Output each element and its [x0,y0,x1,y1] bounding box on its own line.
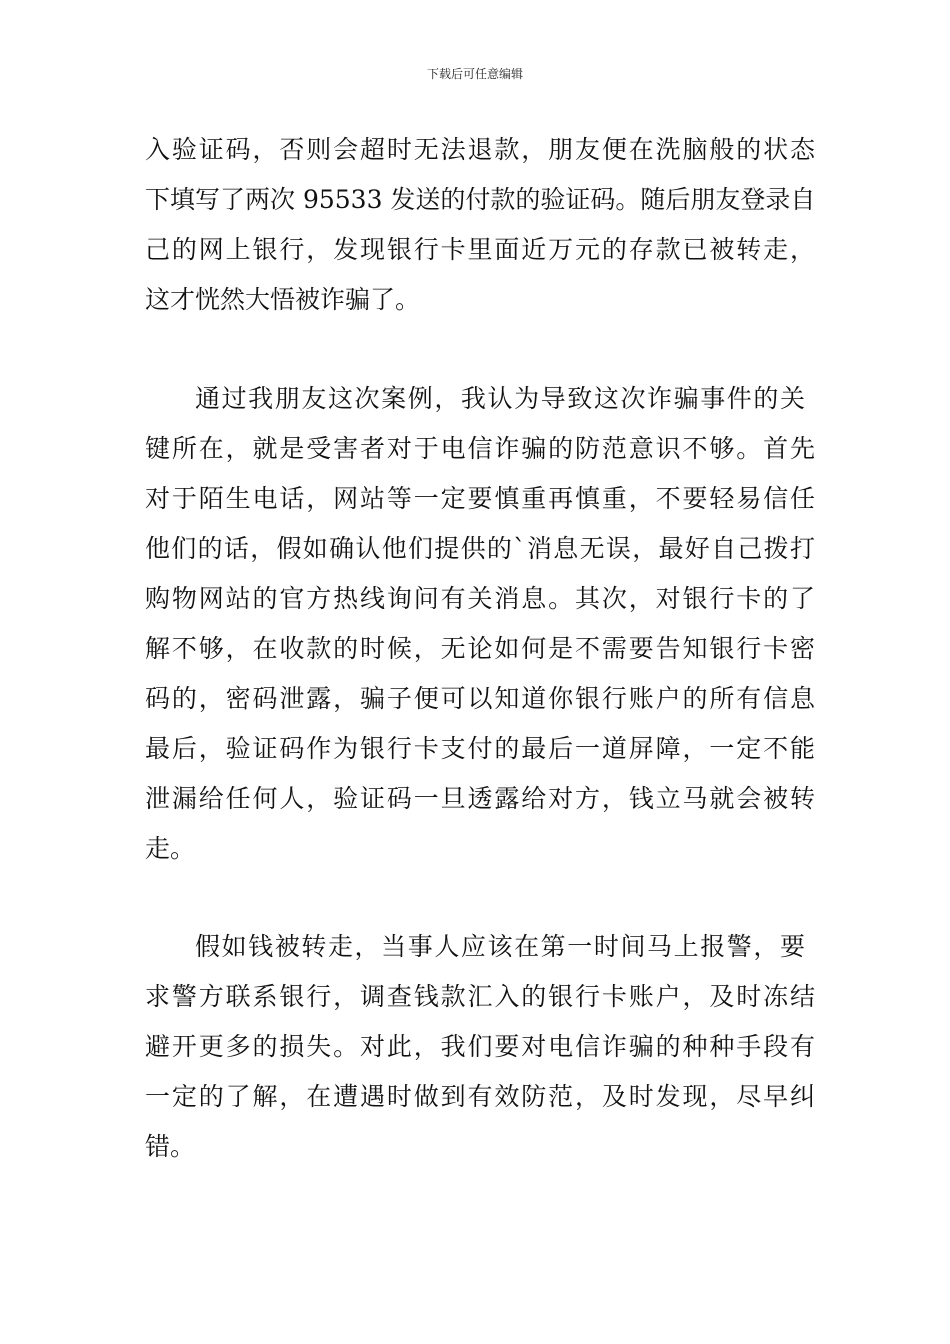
text-line: 求警方联系银行，调查钱款汇入的银行卡账户，及时冻结 [145,982,815,1011]
text-line: 假如钱被转走，当事人应该在第一时间马上报警，要 [195,932,805,961]
text-line: 对于陌生电话，网站等一定要慎重再慎重，不要轻易信任 [145,484,815,513]
text-line: 解不够，在收款的时候，无论如何是不需要告知银行卡密 [145,634,815,663]
text-line: 最后，验证码作为银行卡支付的最后一道屏障，一定不能 [145,734,815,763]
page-header: 下载后可任意编辑 [426,67,523,81]
text-line: 下填写了两次 95533 发送的付款的验证码。随后朋友登录自 [145,185,816,214]
text-line: 一定的了解，在遭遇时做到有效防范，及时发现，尽早纠 [145,1082,815,1111]
text-line: 这才恍然大悟被诈骗了。 [145,285,421,314]
text-line: 购物网站的官方热线询问有关消息。其次，对银行卡的了 [145,584,815,613]
text-line: 走。 [145,834,196,863]
text-line: 错。 [145,1132,196,1161]
text-line: 入验证码，否则会超时无法退款，朋友便在洗脑般的状态 [145,135,815,164]
text-line: 键所在，就是受害者对于电信诈骗的防范意识不够。首先 [145,434,815,463]
text-line: 他们的话，假如确认他们提供的`消息无误，最好自己拨打 [145,534,815,563]
text-line: 通过我朋友这次案例，我认为导致这次诈骗事件的关 [195,384,805,413]
text-line: 己的网上银行，发现银行卡里面近万元的存款已被转走， [145,235,815,264]
text-line: 码的，密码泄露，骗子便可以知道你银行账户的所有信息 [145,684,815,713]
text-line: 泄漏给任何人，验证码一旦透露给对方，钱立马就会被转 [145,784,815,813]
text-line: 避开更多的损失。对此，我们要对电信诈骗的种种手段有 [145,1032,815,1061]
